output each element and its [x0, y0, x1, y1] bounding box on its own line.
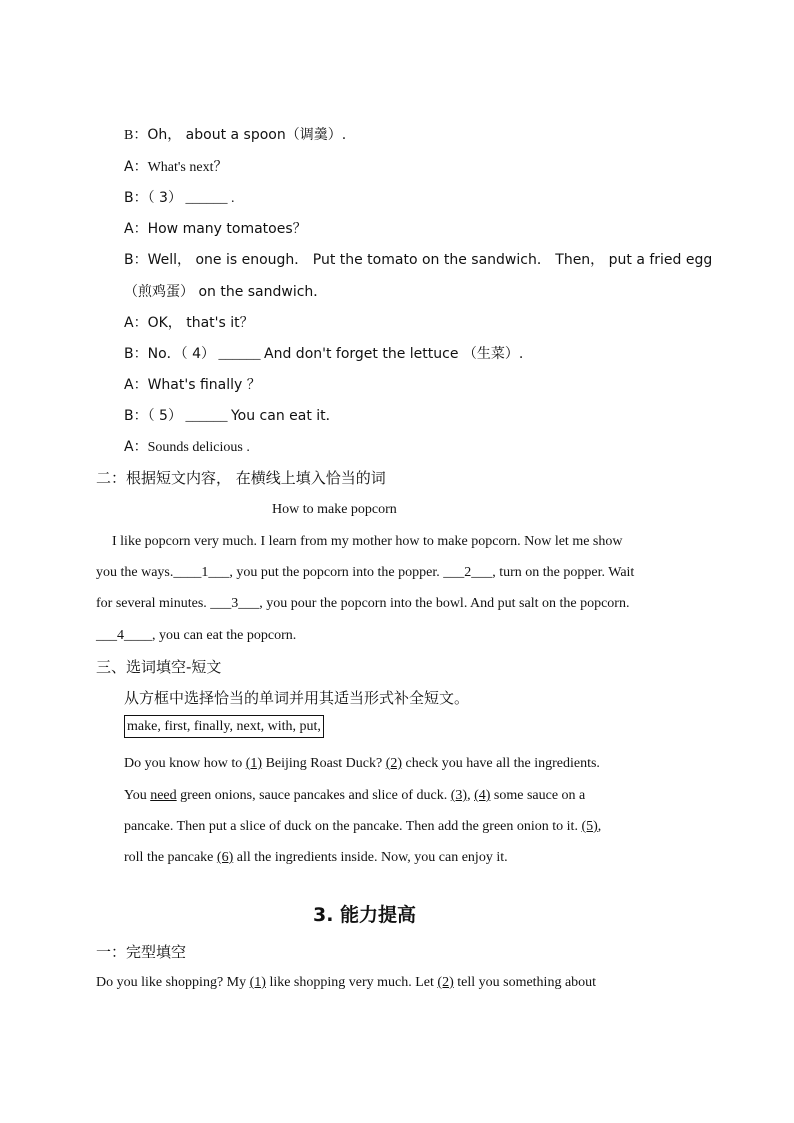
dialogue-text: You can eat it． [230, 408, 340, 424]
speaker: A： [124, 315, 148, 331]
passage-text: , [597, 819, 602, 834]
dialogue-text: （煎鸡蛋） on the sandwich． [124, 284, 328, 300]
speaker: A： [124, 159, 148, 175]
fill-blank-2[interactable]: (2) [385, 756, 403, 771]
speaker: A： [124, 439, 148, 455]
dialogue-line-3 [124, 188, 234, 209]
passage-text: tell you something about [453, 975, 597, 990]
speaker: B： [124, 190, 148, 206]
question-number: （ 5） [147, 408, 182, 424]
passage-text: roll the pancake [124, 850, 217, 865]
dialogue-line-5 [124, 250, 712, 271]
passage-text: Do you like shopping? My [96, 975, 250, 990]
section-2-heading: 二：根据短文内容， 在横线上填入恰当的词 [96, 469, 386, 487]
passage-text: Do you know how to [124, 756, 246, 771]
dialogue-line-4 [124, 219, 307, 240]
dialogue-text: . [230, 191, 235, 206]
word-box-text: make, first, finally, next, with, put, [124, 715, 324, 738]
fill-line-1 [124, 754, 600, 774]
answer-blank-4[interactable]: ______ [218, 347, 261, 362]
passage-text: check you have all the ingredients. [402, 756, 600, 771]
passage-text: all the ingredients inside. Now, you can enjoy it. [233, 850, 508, 865]
passage-title: How to make popcorn [272, 502, 397, 517]
passage-text: some sauce on a [490, 788, 586, 803]
dialogue-line-8 [124, 344, 523, 365]
dialogue-text: Well， one is enough． Put the tomato on the sandwich． Then， put a fried egg [147, 252, 713, 268]
dialogue-text: And don't forget the lettuce （生菜）. [264, 346, 524, 362]
fill-blank-6[interactable]: (6) [216, 850, 234, 865]
word-box [124, 717, 324, 737]
passage-text: You [124, 788, 151, 803]
example-answer: need [150, 788, 177, 803]
dialogue-text: Sounds delicious . [147, 440, 250, 455]
fill-blank-4[interactable]: (4) [474, 788, 491, 803]
speaker: A： [124, 221, 148, 237]
passage-text: , [467, 788, 475, 803]
speaker: B： [124, 252, 148, 268]
question-number: （ 3） [147, 190, 182, 206]
dialogue-text: What's next？ [147, 160, 228, 175]
dialogue-line-6 [124, 282, 327, 303]
passage-line-2: you the ways.____1___, you put the popcorn into the popper. ___2___, turn on the popper. Wait [96, 565, 635, 580]
answer-blank-5[interactable]: ______ [185, 409, 228, 424]
fill-blank-3[interactable]: (3) [450, 788, 468, 803]
dialogue-line-7 [124, 313, 254, 334]
dialogue-text: OK， that's it？ [147, 315, 254, 331]
cloze-blank-2[interactable]: (2) [437, 975, 454, 990]
dialogue-line-11 [124, 437, 250, 458]
dialogue-text: How many tomatoes？ [147, 221, 307, 237]
dialogue-line-9 [124, 375, 261, 396]
fill-blank-1[interactable]: (1) [245, 756, 263, 771]
passage-text: Beijing Roast Duck? [262, 756, 386, 771]
section-title: 3. 能力提高 [313, 904, 417, 926]
passage-line-1: I like popcorn very much. I learn from my mother how to make popcorn. Now let me show [112, 534, 623, 549]
answer-blank-3[interactable]: ______ [185, 191, 228, 206]
question-number: No．（ 4） [147, 346, 216, 362]
dialogue-line-10 [124, 406, 340, 427]
dialogue-line-2 [124, 157, 227, 178]
fill-line-2 [124, 786, 585, 806]
cloze-line-1 [96, 973, 596, 993]
section-3-heading: 三、选词填空-短文 [96, 658, 222, 676]
speaker: B： [124, 128, 148, 143]
fill-line-3 [124, 817, 601, 837]
speaker: B： [124, 408, 148, 424]
dialogue-text: Oh， about a spoon（调羹）. [147, 127, 347, 143]
passage-text: like shopping very much. Let [265, 975, 438, 990]
speaker: A： [124, 377, 148, 393]
cloze-heading: 一：完型填空 [96, 943, 187, 961]
speaker: B： [124, 346, 148, 362]
fill-line-4 [124, 848, 508, 868]
passage-line-3: for several minutes. ___3___, you pour the popcorn into the bowl. And put salt on the popcorn. [96, 596, 630, 611]
dialogue-text: What's finally ？ [147, 377, 261, 393]
passage-text: green onions, sauce pancakes and slice of duck. [176, 788, 451, 803]
passage-line-4: ___4____, you can eat the popcorn. [96, 628, 297, 643]
dialogue-line-1 [124, 125, 346, 146]
passage-text: pancake. Then put a slice of duck on the pancake. Then add the green onion to it. [124, 819, 582, 834]
fill-blank-5[interactable]: (5) [581, 819, 598, 834]
section-3-instruction: 从方框中选择恰当的单词并用其适当形式补全短文。 [124, 689, 470, 707]
cloze-blank-1[interactable]: (1) [249, 975, 266, 990]
